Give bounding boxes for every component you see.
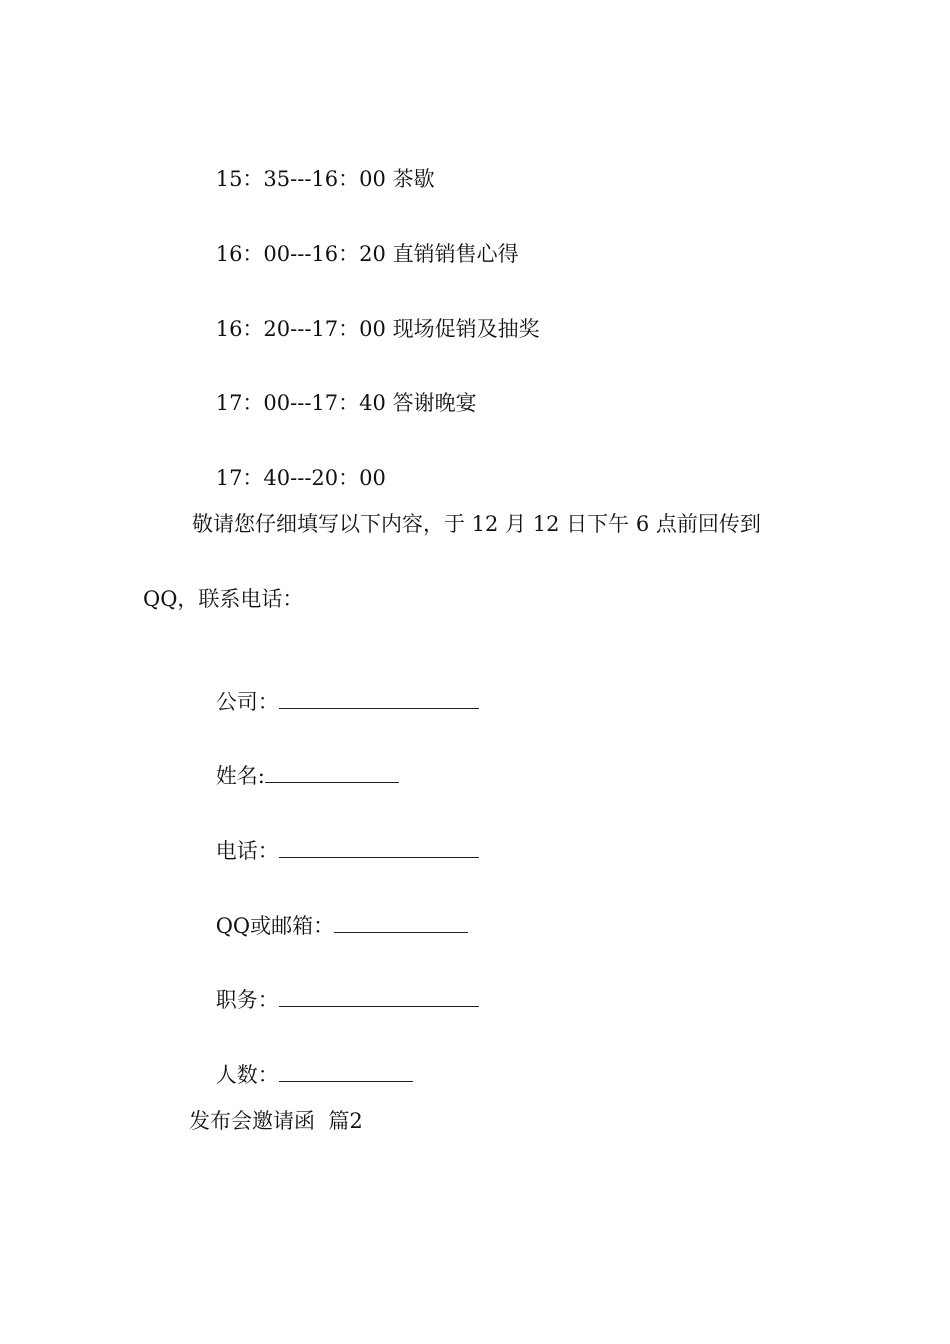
form-field-position [189,958,479,1042]
schedule-item: 茶歇 [392,167,435,191]
schedule-item: 直销销售心得 [392,242,519,266]
schedule-item: 答谢晚宴 [392,391,477,415]
schedule-row [189,436,393,520]
schedule-time: 15：35---16：00 [215,167,386,191]
notice-paragraph-line1: 敬请您仔细填写以下内容，于 12 月 12 日下午 6 点前回传到 [192,512,761,536]
form-field-company [189,660,479,744]
section-title: 发布会邀请函 篇2 [189,1109,363,1133]
schedule-time: 16：00---16：20 [215,242,386,266]
qq-email-label: QQ或邮箱： [215,914,335,938]
company-blank-line [279,688,479,709]
phone-blank-line [279,837,479,858]
schedule-item: 现场促销及抽奖 [392,317,540,341]
schedule-time: 17：40---20：00 [215,466,386,490]
form-field-phone [189,809,479,893]
company-label: 公司： [215,690,279,714]
form-field-qq-email [189,884,468,968]
phone-label: 电话： [215,839,279,863]
form-field-count [189,1033,413,1117]
position-blank-line [279,986,479,1007]
form-field-name [189,734,399,818]
count-label: 人数： [215,1063,279,1087]
schedule-time: 17：00---17：40 [215,391,386,415]
schedule-row [189,137,435,221]
schedule-row [189,361,477,445]
qq-email-blank-line [334,912,468,933]
schedule-row [189,287,540,371]
schedule-time: 16：20---17：00 [215,317,386,341]
name-label: 姓名: [215,764,265,788]
name-blank-line [265,762,399,783]
schedule-row [189,212,519,296]
count-blank-line [279,1061,413,1082]
position-label: 职务： [215,988,279,1012]
notice-paragraph-line2: QQ，联系电话： [143,587,304,611]
